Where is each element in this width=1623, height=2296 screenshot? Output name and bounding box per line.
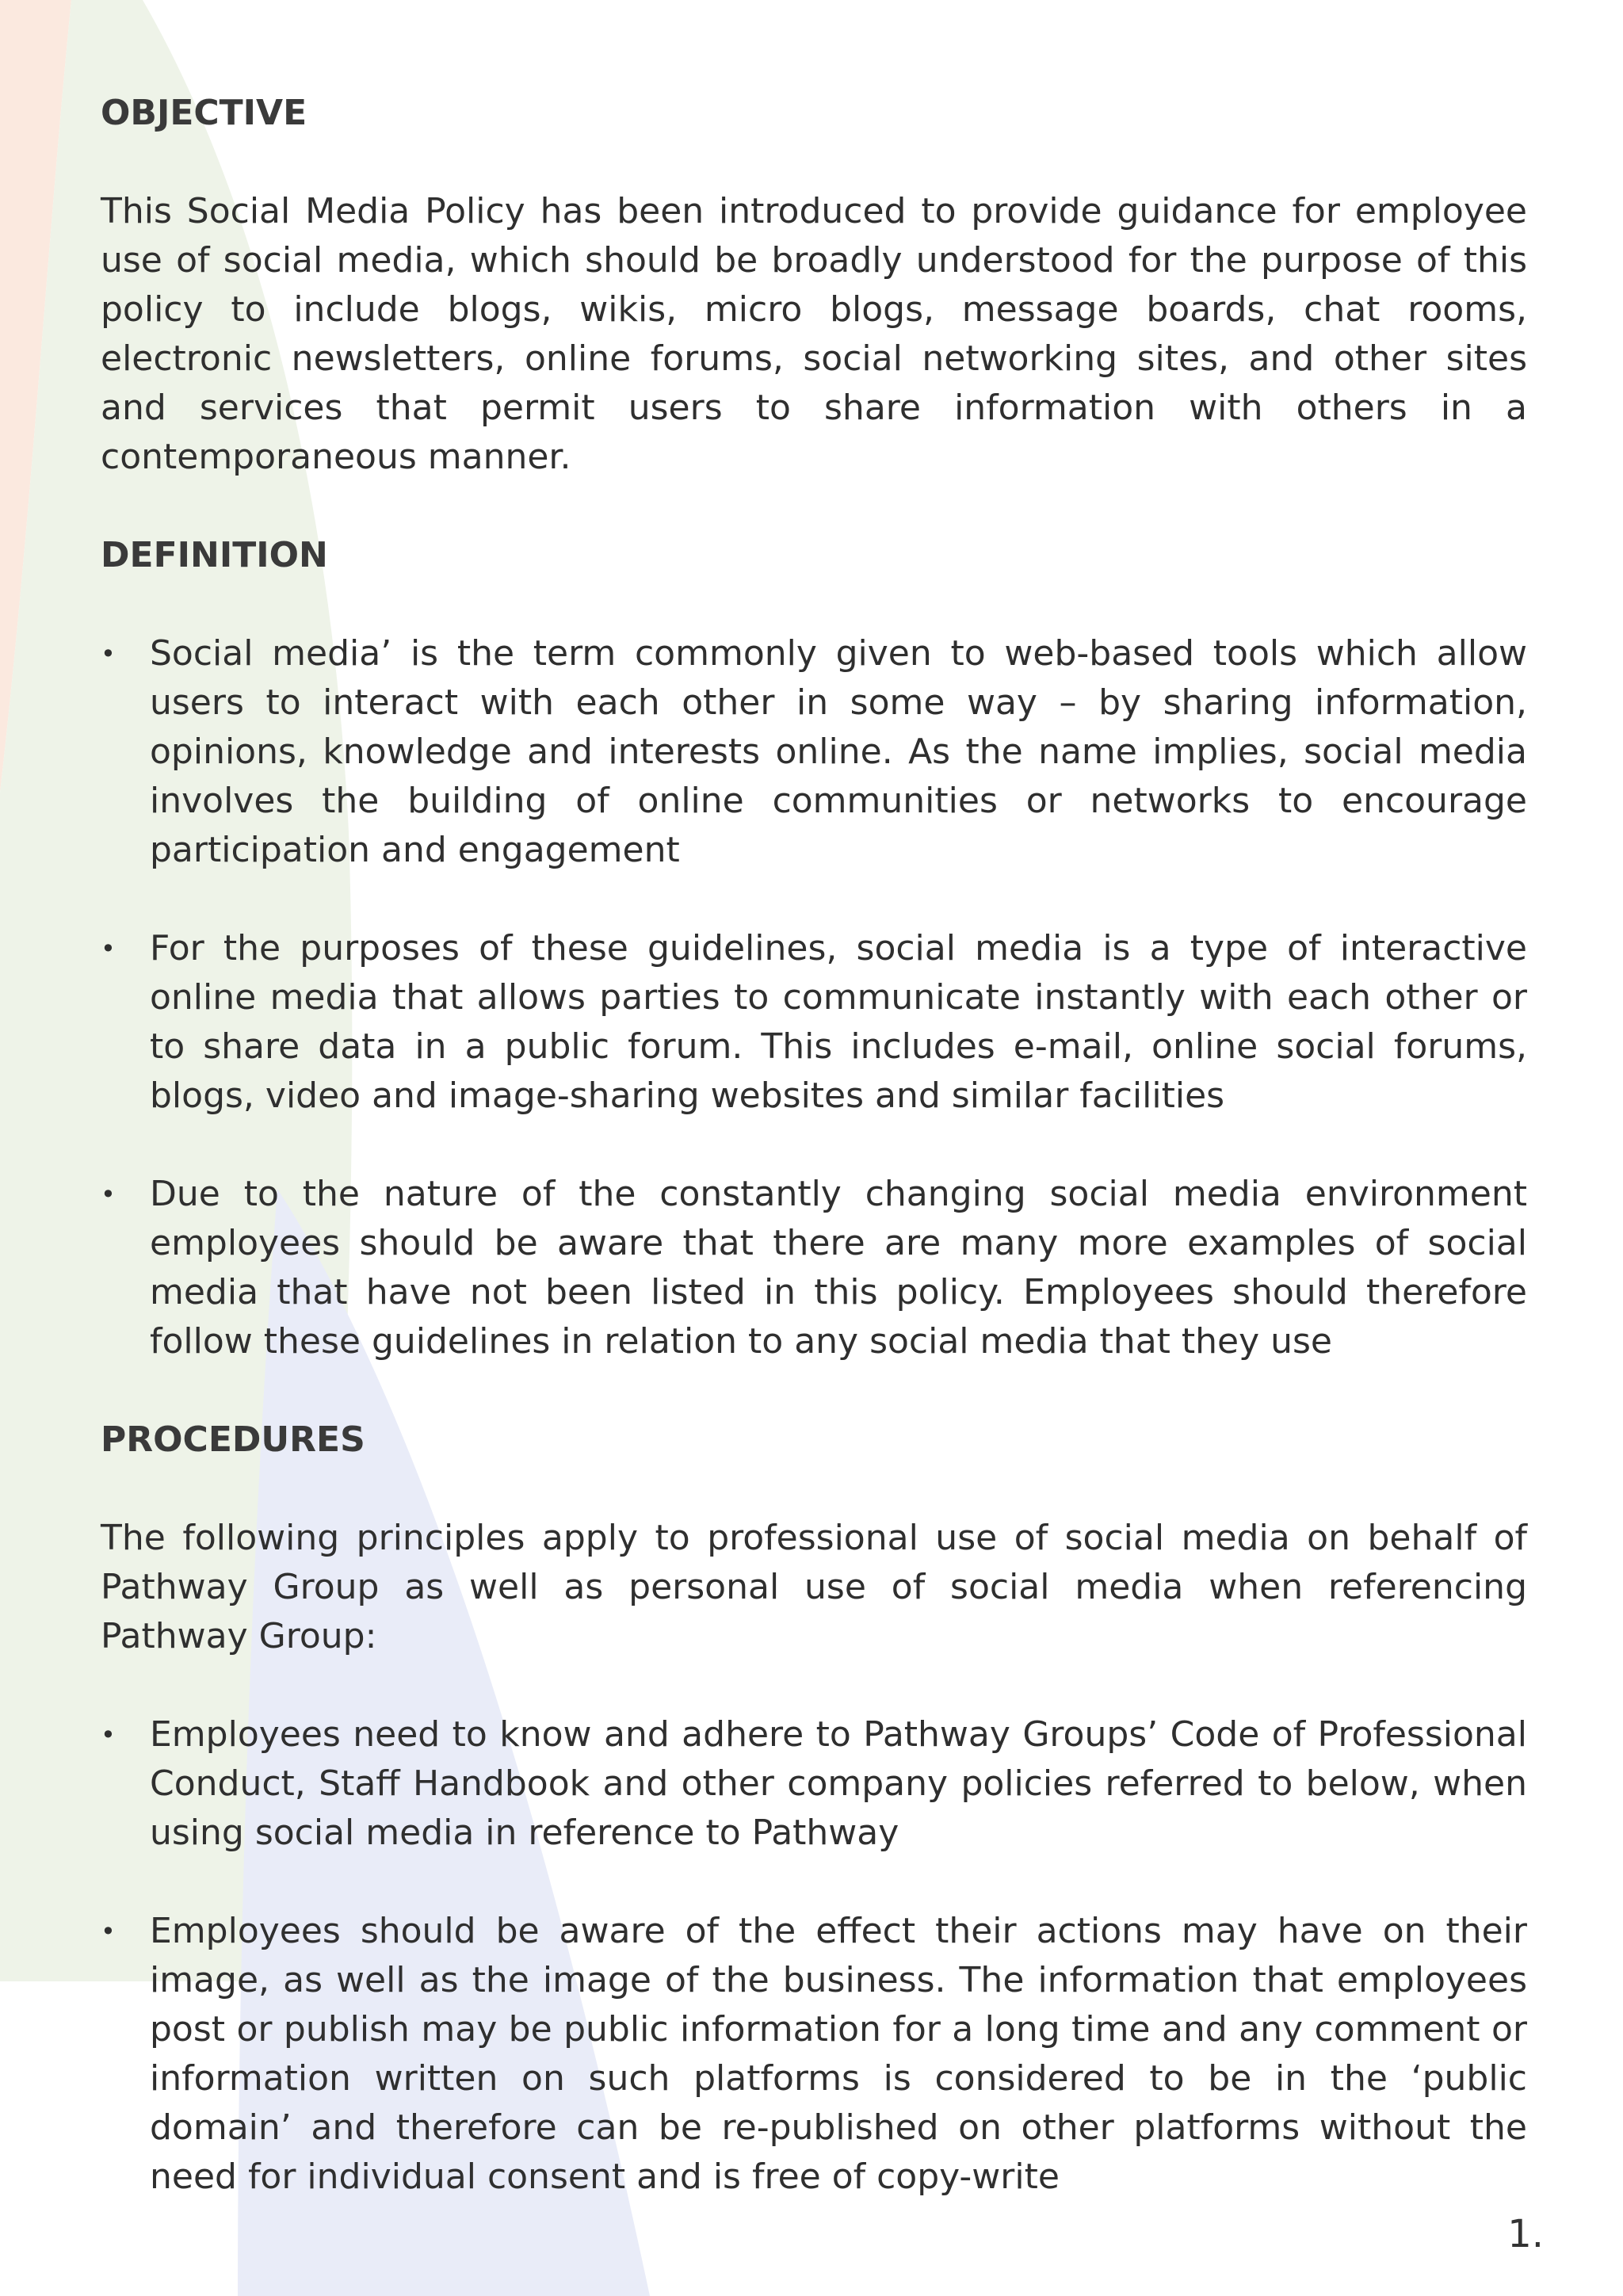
bullet-icon: •: [101, 1916, 116, 1946]
definition-item: [101, 1170, 1527, 1366]
procedure-item-text: Employees should be aware of the effect their actions may have on their image, as well as the image of the business. The information that employees post or publish may be public information for a long time and any comment or information written on such platforms is considered to be in the ‘public domain’ and therefore can be re-published on other platforms without the need for individual consent and is free of copy-write: [150, 1911, 1527, 2197]
procedures-heading: PROCEDURES: [101, 1419, 365, 1460]
bullet-icon: •: [101, 639, 116, 669]
spacer: [101, 1661, 1527, 1710]
bullet-icon: •: [101, 934, 116, 964]
definition-list: [101, 629, 1527, 1366]
definition-item: [101, 629, 1527, 875]
spacer: [101, 580, 1527, 629]
spacer: [101, 138, 1527, 187]
procedure-item: [101, 1710, 1527, 1858]
procedure-item: [101, 1907, 1527, 2202]
document-body: [101, 89, 1527, 2202]
definition-item-text: Social media’ is the term commonly given to web-based tools which allow users to interact with each other in some way – by sharing information, opinions, knowledge and interests online. As the name implies, social media involves the building of online communities or networks to encourage participation and engagement: [150, 633, 1527, 870]
procedure-item-text: Employees need to know and adhere to Pathway Groups’ Code of Professional Conduct, Staff Handbook and other company policies referred to below, when using social media in reference to Pathway: [150, 1714, 1527, 1853]
bullet-icon: •: [101, 1720, 116, 1750]
definition-item-text: Due to the nature of the constantly changing social media environment employees should be aware that there are many more examples of social media that have not been listed in this policy. Employees should therefore follow these guidelines in relation to any social media that they use: [150, 1174, 1527, 1362]
bullet-icon: •: [101, 1179, 116, 1209]
procedures-list: [101, 1710, 1527, 2202]
objective-heading: OBJECTIVE: [101, 93, 307, 133]
spacer: [101, 1366, 1527, 1415]
definition-heading: DEFINITION: [101, 535, 328, 575]
spacer: [101, 1465, 1527, 1514]
spacer: [101, 482, 1527, 531]
page-number: 1.: [1507, 2212, 1544, 2256]
definition-item-text: For the purposes of these guidelines, social media is a type of interactive online media that allows parties to communicate instantly with each other or to share data in a public forum. This includes e-mail, online social forums, blogs, video and image-sharing websites and similar facilities: [150, 928, 1527, 1116]
definition-item: [101, 924, 1527, 1121]
procedures-intro: The following principles apply to professional use of social media on behalf of Pathway Group as well as personal use of social media when referencing Pathway Group:: [101, 1518, 1527, 1656]
objective-paragraph: This Social Media Policy has been introduced to provide guidance for employee use of social media, which should be broadly understood for the purpose of this policy to include blogs, wikis, micro blogs, message boards, chat rooms, electronic newsletters, online forums, social networking sites, and other sites and services that permit users to share information with others in a contemporaneous manner.: [101, 191, 1527, 477]
